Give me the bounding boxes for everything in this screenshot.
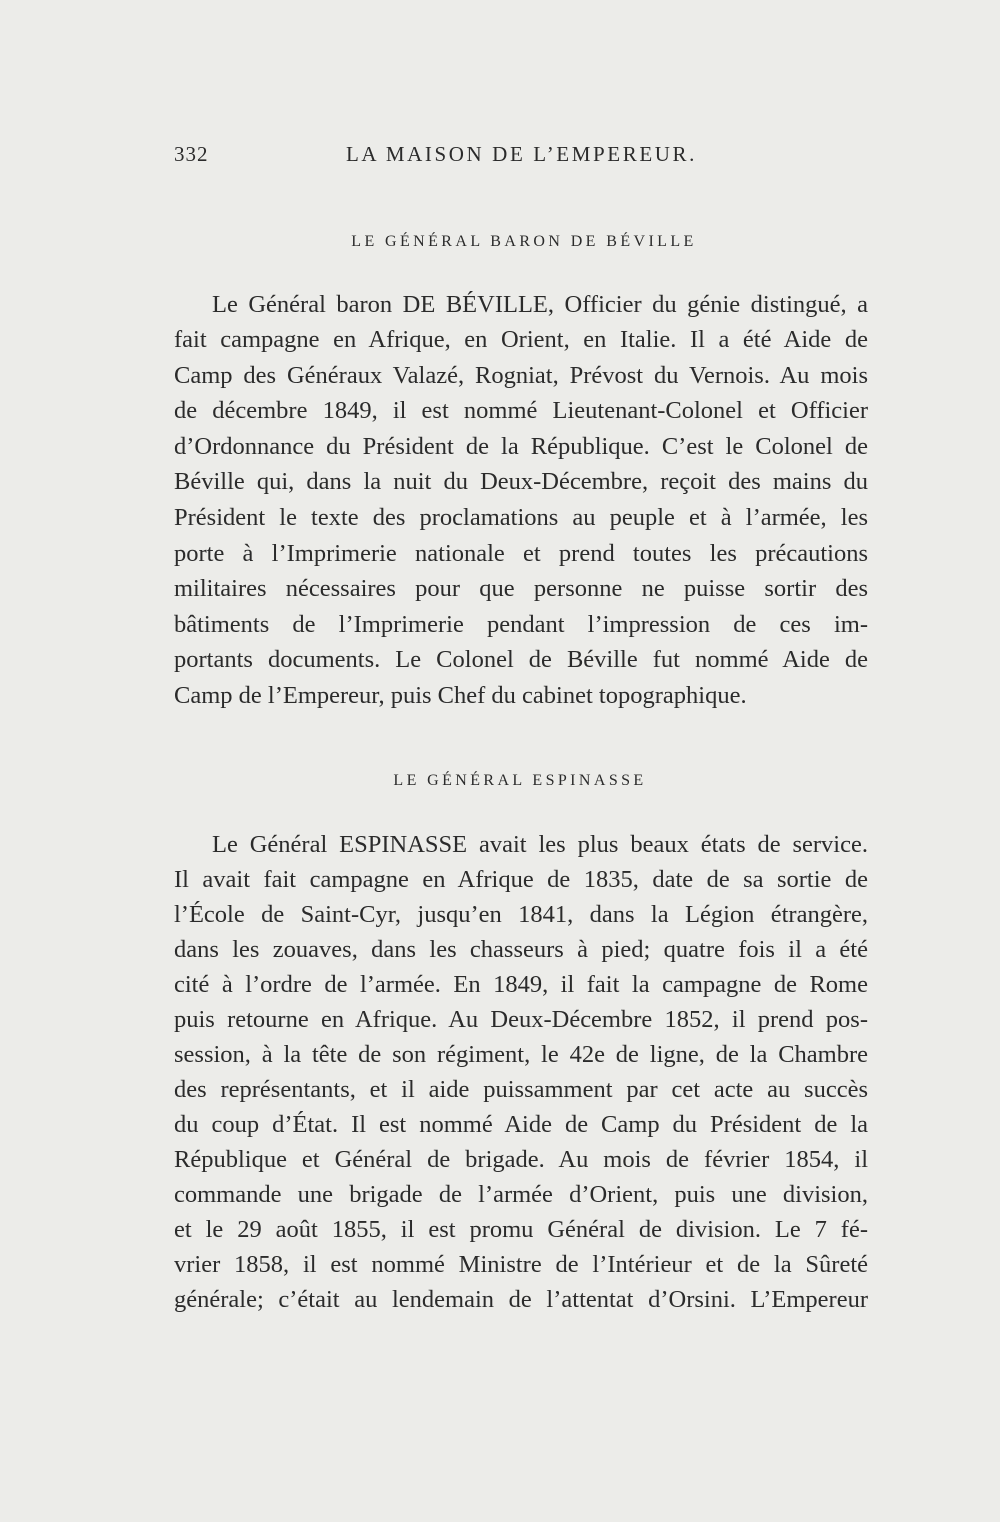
paragraph-line: session, à la tête de son régiment, le 42e de ligne, de la Chambre <box>174 1041 868 1068</box>
paragraph-line: de décembre 1849, il est nommé Lieutenant-Colonel et Officier <box>174 397 868 424</box>
paragraph-line: des représentants, et il aide puissamment par cet acte au succès <box>174 1076 868 1103</box>
paragraph-line: portants documents. Le Colonel de Béville fut nommé Aide de <box>174 646 868 673</box>
paragraph-line: d’Ordonnance du Président de la République. C’est le Colonel de <box>174 433 868 460</box>
paragraph-line: Le Général ESPINASSE avait les plus beaux états de service. <box>212 831 868 858</box>
paragraph-line: bâtiments de l’Imprimerie pendant l’impression de ces im- <box>174 611 868 638</box>
paragraph-line: commande une brigade de l’armée d’Orient, puis une division, <box>174 1181 868 1208</box>
running-head <box>174 142 864 172</box>
paragraph-line: l’École de Saint-Cyr, jusqu’en 1841, dans la Légion étrangère, <box>174 901 868 928</box>
paragraph-line: fait campagne en Afrique, en Orient, en Italie. Il a été Aide de <box>174 326 868 353</box>
paragraph-line: Président le texte des proclamations au peuple et à l’armée, les <box>174 504 868 531</box>
paragraph-line: Camp des Généraux Valazé, Rogniat, Prévost du Vernois. Au mois <box>174 362 868 389</box>
paragraph-line: Le Général baron DE BÉVILLE, Officier du génie distingué, a <box>212 291 868 318</box>
paragraph-line: générale; c’était au lendemain de l’attentat d’Orsini. L’Empereur <box>174 1286 868 1313</box>
paragraph-line: Béville qui, dans la nuit du Deux-Décembre, reçoit des mains du <box>174 468 868 495</box>
paragraph-line: République et Général de brigade. Au mois de février 1854, il <box>174 1146 868 1173</box>
section-title-espinasse: LE GÉNÉRAL ESPINASSE <box>393 772 647 789</box>
paragraph-line: porte à l’Imprimerie nationale et prend toutes les précautions <box>174 540 868 567</box>
paragraph-line: cité à l’ordre de l’armée. En 1849, il fait la campagne de Rome <box>174 971 868 998</box>
paragraph-line: Il avait fait campagne en Afrique de 1835, date de sa sortie de <box>174 866 868 893</box>
paragraph-line: du coup d’État. Il est nommé Aide de Camp du Président de la <box>174 1111 868 1138</box>
paragraph-line: puis retourne en Afrique. Au Deux-Décembre 1852, il prend pos- <box>174 1006 868 1033</box>
paragraph-line: et le 29 août 1855, il est promu Général de division. Le 7 fé- <box>174 1216 868 1243</box>
page-number: 332 <box>174 142 209 166</box>
paragraph-line: dans les zouaves, dans les chasseurs à pied; quatre fois il a été <box>174 936 868 963</box>
paragraph-line: vrier 1858, il est nommé Ministre de l’Intérieur et de la Sûreté <box>174 1251 868 1278</box>
paragraph-line: Camp de l’Empereur, puis Chef du cabinet topographique. <box>174 682 747 709</box>
paragraph-line: militaires nécessaires pour que personne ne puisse sortir des <box>174 575 868 602</box>
running-title: LA MAISON DE L’EMPEREUR. <box>346 142 697 166</box>
section-title-beville: LE GÉNÉRAL BARON DE BÉVILLE <box>351 233 697 250</box>
